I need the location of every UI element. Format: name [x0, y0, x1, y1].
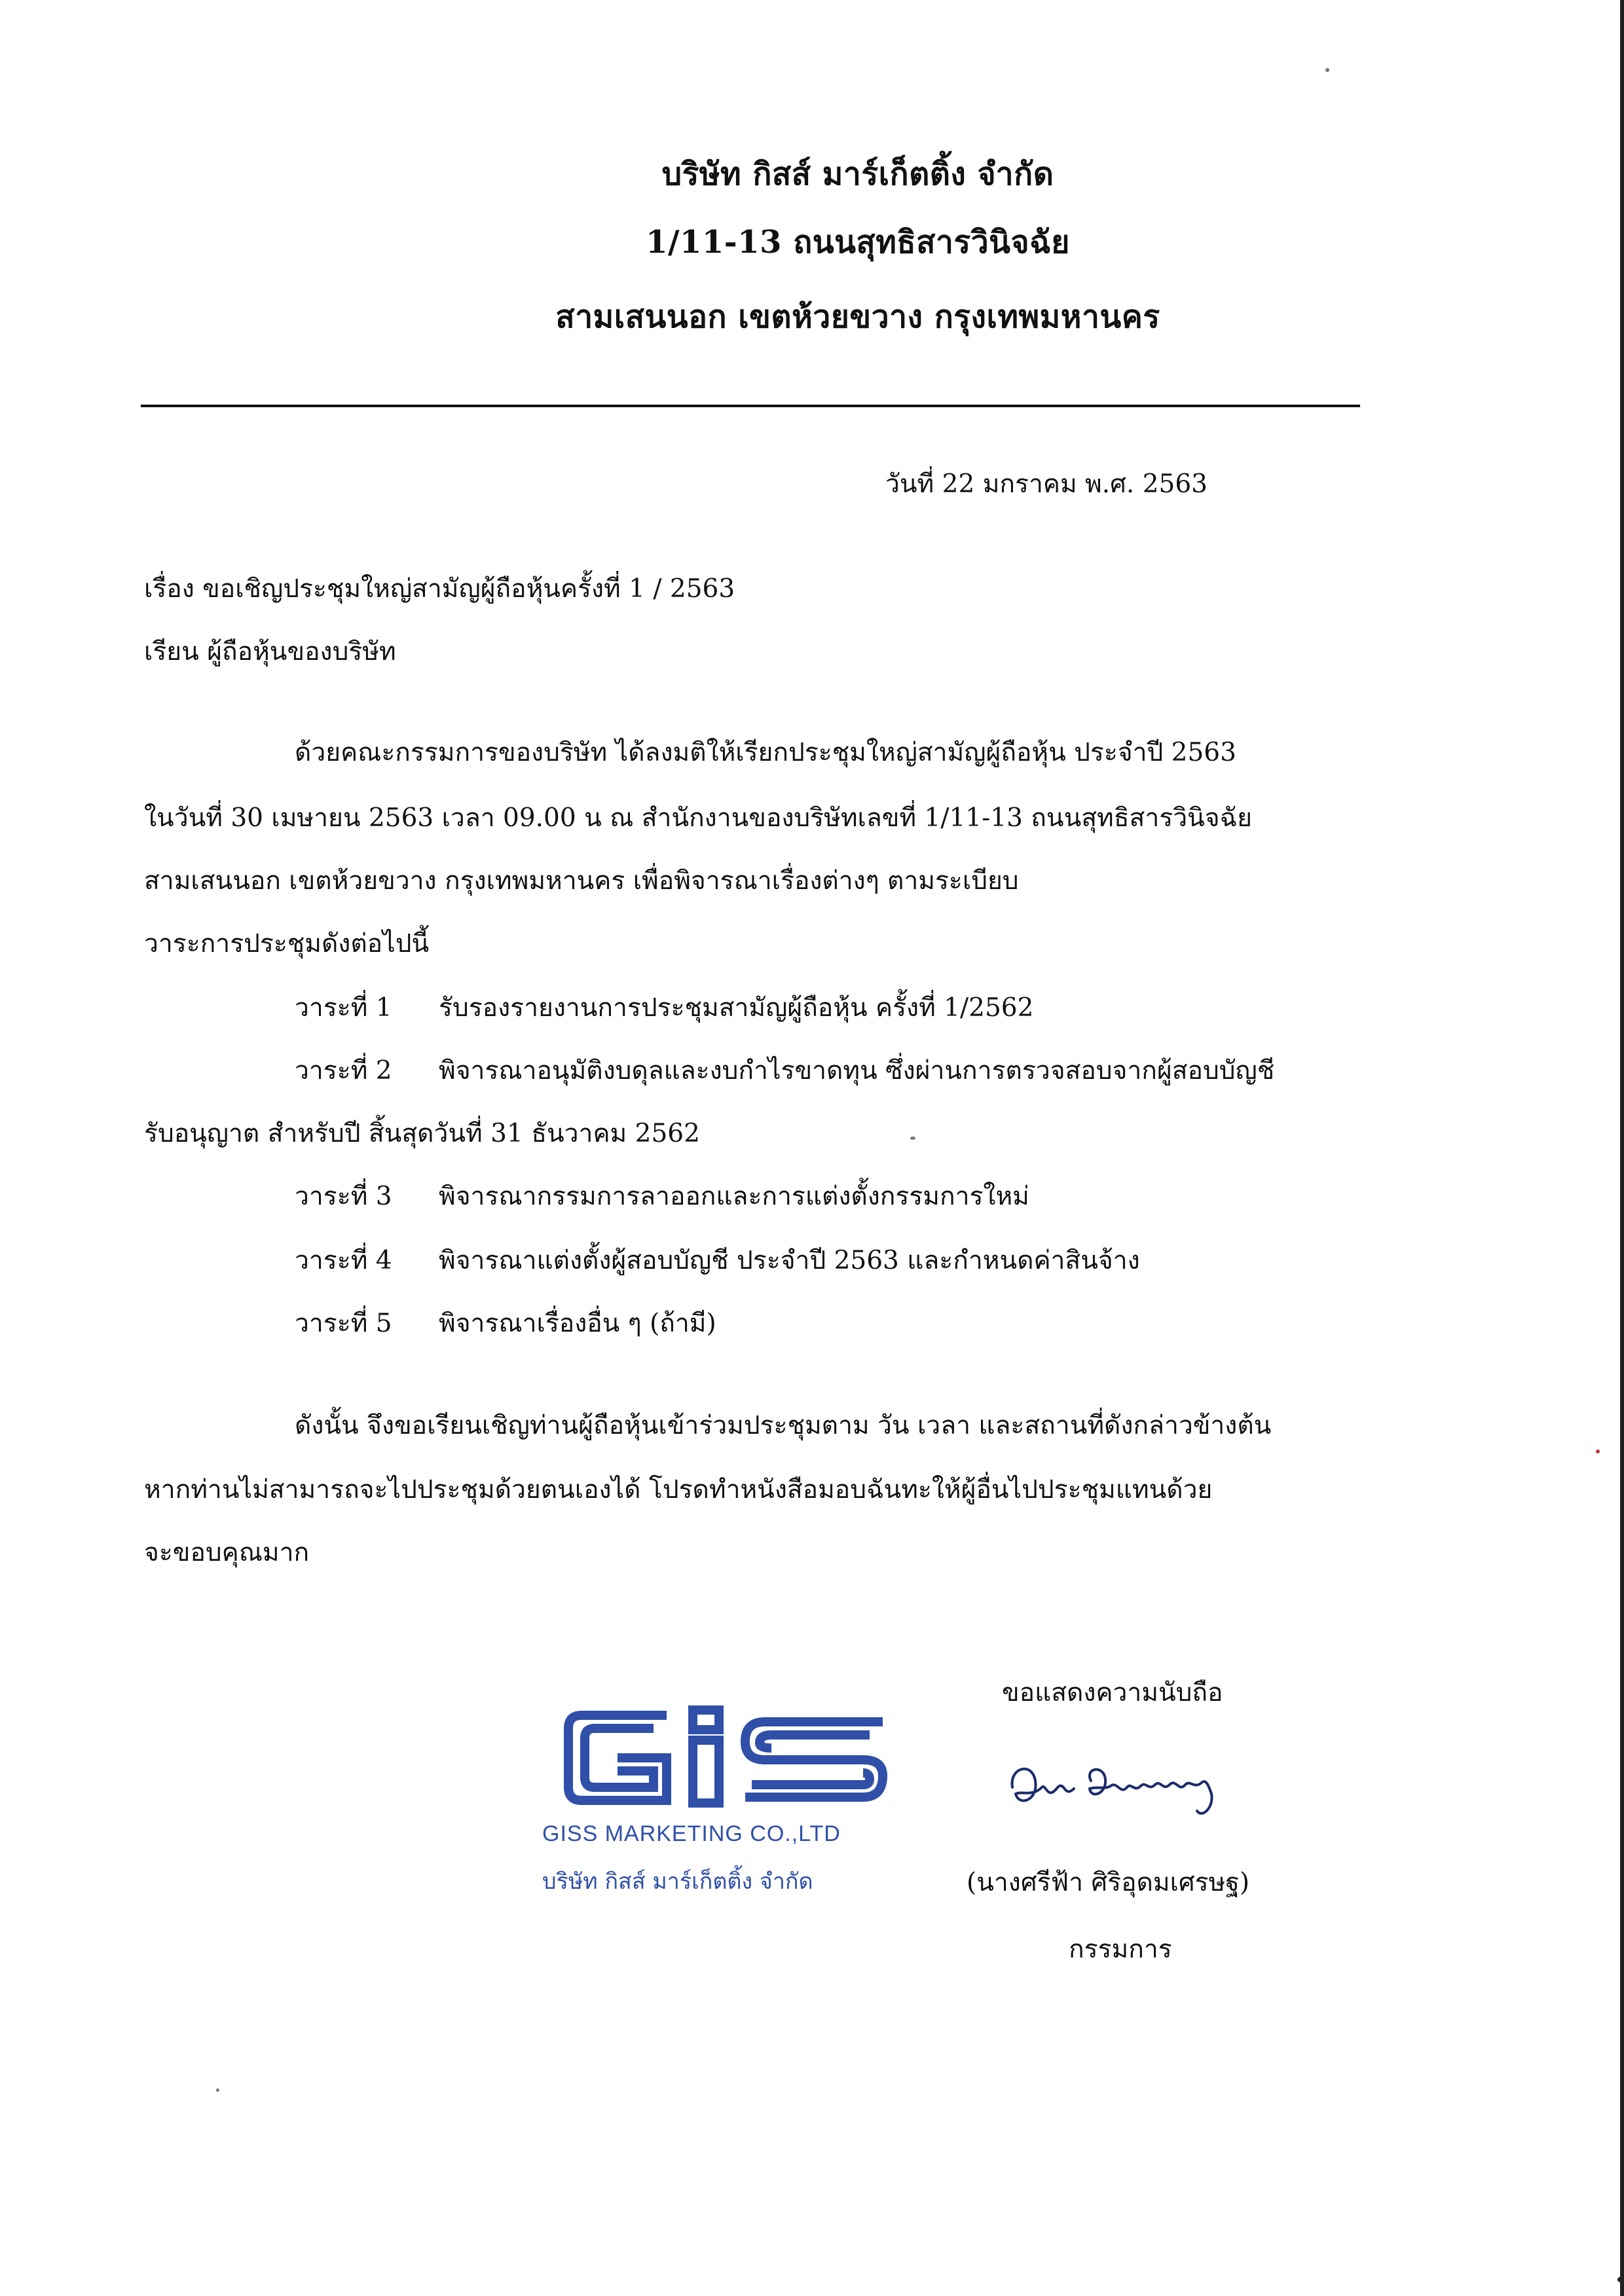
agenda-1-label: วาระที่ 1: [295, 993, 392, 1023]
agenda-2-text: พิจารณาอนุมัติงบดุลและงบกำไรขาดทุน ซึ่งผ่านการตรวจสอบจากผู้สอบบัญชี: [439, 1056, 1275, 1085]
scan-speck: [216, 2088, 219, 2092]
agenda-4-label: วาระที่ 4: [295, 1246, 392, 1275]
scan-speck: [1617, 2277, 1623, 2282]
agenda-4-text: พิจารณาแต่งตั้งผู้สอบบัญชี ประจำปี 2563 และกำหนดค่าสินจ้าง: [439, 1246, 1140, 1275]
scan-speck: [910, 1137, 915, 1140]
intro-line-2: ในวันที่ 30 เมษายน 2563 เวลา 09.00 น ณ สำนักงานของบริษัทเลขที่ 1/11-13 ถนนสุทธิสารวินิจฉัย: [144, 803, 1253, 833]
scan-speck: [1596, 1449, 1600, 1453]
agenda-2-continuation: รับอนุญาต สำหรับปี สิ้นสุดวันที่ 31 ธันวาคม 2562: [144, 1119, 700, 1148]
stamp-company-thai: บริษัท กิสส์ มาร์เก็ตติ้ง จำกัด: [542, 1868, 813, 1895]
letter-date: วันที่ 22 มกราคม พ.ศ. 2563: [885, 469, 1208, 499]
company-name: บริษัท กิสส์ มาร์เก็ตติ้ง จำกัด: [661, 156, 1054, 192]
closing-line-1: ดังนั้น จึงขอเรียนเชิญท่านผู้ถือหุ้นเข้าร่วมประชุมตาม วัน เวลา และสถานที่ดังกล่าวข้างต้น: [295, 1411, 1272, 1440]
scan-edge: [1620, 0, 1624, 2296]
address-line-2: สามเสนนอก เขตห้วยขวาง กรุงเทพมหานคร: [555, 299, 1160, 335]
agenda-2-label: วาระที่ 2: [295, 1056, 392, 1085]
handwritten-signature: [1006, 1741, 1255, 1833]
letter-subject: เรื่อง ขอเชิญประชุมใหญ่สามัญผู้ถือหุ้นครั้งที่ 1 / 2563: [144, 574, 735, 604]
giss-logo-icon: [555, 1702, 896, 1813]
address-line-1: 1/11-13 ถนนสุทธิสารวินิจฉัย: [646, 224, 1070, 261]
scan-speck: [1325, 68, 1329, 72]
intro-line-3: สามเสนนอก เขตห้วยขวาง กรุงเทพมหานคร เพื่อพิจารณาเรื่องต่างๆ ตามระเบียบ: [144, 866, 1019, 896]
letter-recipient: เรียน ผู้ถือหุ้นของบริษัท: [144, 637, 396, 666]
intro-line-4: วาระการประชุมดังต่อไปนี้: [144, 929, 430, 958]
agenda-3-label: วาระที่ 3: [295, 1182, 392, 1211]
agenda-5-label: วาระที่ 5: [295, 1309, 392, 1338]
agenda-1-text: รับรองรายงานการประชุมสามัญผู้ถือหุ้น ครั้งที่ 1/2562: [439, 993, 1034, 1023]
stamp-company-english: GISS MARKETING CO.,LTD: [542, 1821, 841, 1846]
company-stamp: [542, 1702, 909, 1899]
intro-line-1: ด้วยคณะกรรมการของบริษัท ได้ลงมติให้เรียกประชุมใหญ่สามัญผู้ถือหุ้น ประจำปี 2563: [295, 738, 1236, 767]
closing-line-2: หากท่านไม่สามารถจะไปประชุมด้วยตนเองได้ โปรดทำหนังสือมอบฉันทะให้ผู้อื่นไปประชุมแทนด้วย: [144, 1475, 1213, 1504]
header-divider: [141, 405, 1360, 407]
signer-name: (นางศรีฟ้า ศิริอุดมเศรษฐ): [967, 1868, 1250, 1897]
agenda-5-text: พิจารณาเรื่องอื่น ๆ (ถ้ามี): [439, 1309, 716, 1338]
agenda-3-text: พิจารณากรรมการลาออกและการแต่งตั้งกรรมการใหม่: [439, 1182, 1029, 1211]
closing-regards: ขอแสดงความนับถือ: [1002, 1678, 1223, 1707]
closing-line-3: จะขอบคุณมาก: [144, 1538, 310, 1567]
signer-position: กรรมการ: [1069, 1935, 1172, 1964]
